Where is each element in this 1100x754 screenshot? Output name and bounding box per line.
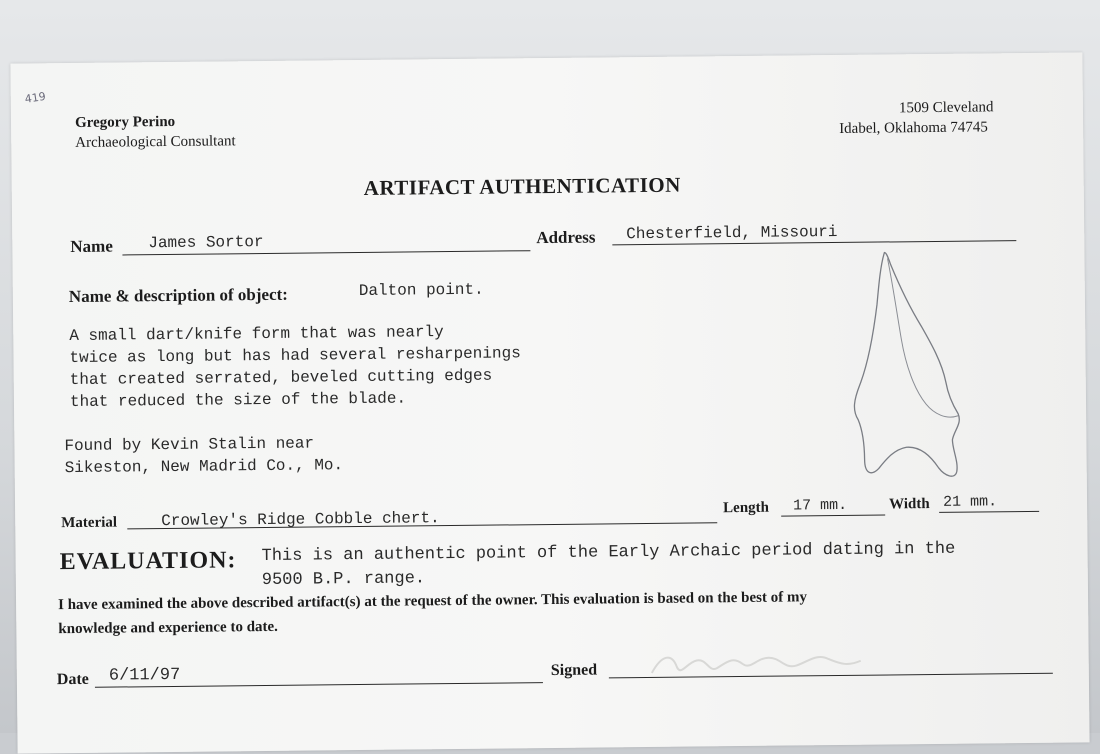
signature-mark [647,643,867,685]
found-block [64,432,343,479]
address-label: Address [536,227,596,248]
consultant-name: Gregory Perino [74,113,176,131]
width-label: Width [888,496,930,513]
evaluation-line-2: 9500 B.P. range. [261,569,426,591]
width-value: 21 mm. [942,493,998,511]
name-label: Name [70,236,113,257]
description-line: A small dart/knife form that was nearly [69,323,444,346]
statement-line: I have examined the above described artifact(s) at the request of the owner. This evaluation is based on the best of my [58,589,808,614]
name-value: James Sortor [148,232,264,253]
evaluation-line-1: This is an authentic point of the Early Archaic period dating in the [261,539,956,567]
date-label: Date [56,670,89,689]
width-line [939,511,1039,513]
authentication-card [10,52,1089,753]
length-line [781,514,885,516]
object-label: Name & description of object: [68,284,289,307]
description-line: that created serrated, beveled cutting edges [69,366,493,390]
signed-label: Signed [550,661,598,680]
found-line: Found by Kevin Stalin near [64,434,315,456]
address-street: 1509 Cleveland [898,99,994,117]
material-value: Crowley's Ridge Cobble chert. [161,509,440,531]
found-line: Sikeston, New Madrid Co., Mo. [64,456,344,478]
dalton-point-sketch [832,244,975,495]
evaluation-label: EVALUATION: [59,547,237,576]
length-label: Length [723,499,770,517]
statement-line: knowledge and experience to date. [58,618,278,638]
date-value: 6/11/97 [108,665,181,686]
corner-note: 419 [23,89,47,106]
consultant-title: Archaeological Consultant [75,133,236,151]
object-value: Dalton point. [358,280,484,300]
form-title: ARTIFACT AUTHENTICATION [363,172,681,200]
description-line: that reduced the size of the blade. [69,389,407,412]
length-value: 17 mm. [793,496,848,515]
description-block [69,320,521,413]
material-label: Material [61,514,118,532]
address-city: Idabel, Oklahoma 74745 [839,119,988,137]
description-line: twice as long but has had several resharpenings [69,344,521,368]
address-value: Chesterfield, Missouri [626,222,838,244]
